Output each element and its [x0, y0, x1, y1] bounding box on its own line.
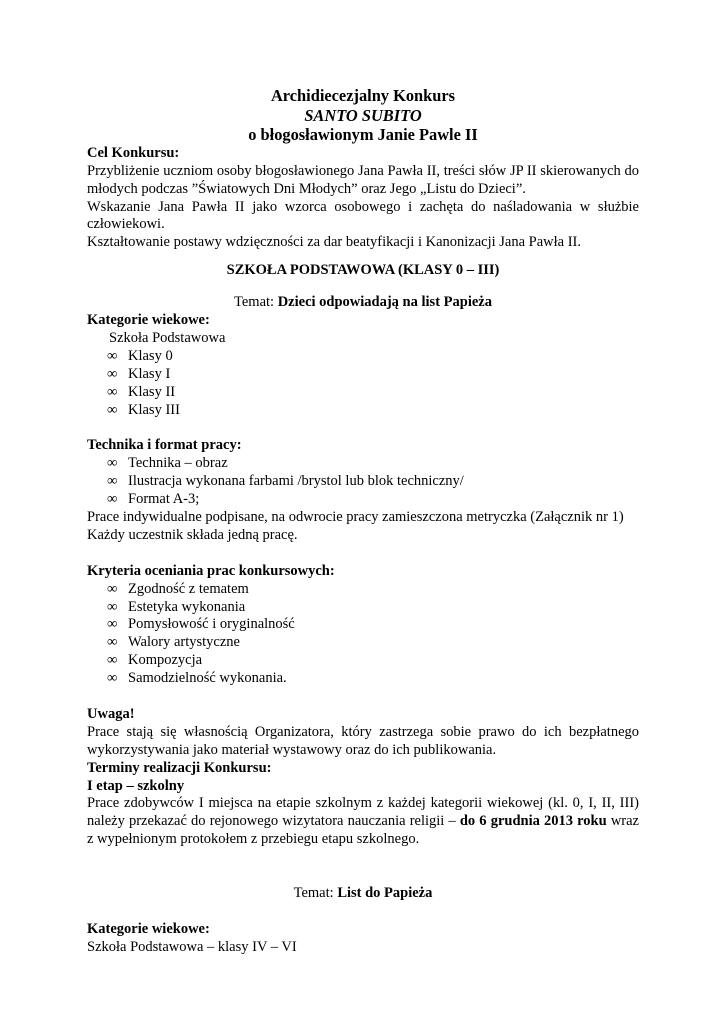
warning-heading: Uwaga!: [87, 705, 135, 722]
section1-categories-heading: Kategorie wiekowe:: [87, 312, 210, 329]
stage-text-b: wraz z wypełnionym protokołem z przebiegu etapu szkolnego.: [87, 813, 639, 848]
infinity-bullet-icon: ∞: [107, 473, 118, 490]
criteria-heading: Kryteria oceniania prac konkursowych:: [87, 562, 335, 579]
list-item-text: Zgodność z tematem: [128, 580, 249, 597]
list-item: [107, 581, 639, 599]
list-item: [107, 670, 639, 688]
section1-topic: [87, 294, 639, 312]
list-item: [107, 384, 639, 402]
list-item-text: Klasy III: [128, 401, 180, 418]
document-page: [87, 86, 639, 957]
list-item-text: Kompozycja: [128, 652, 203, 669]
stage-deadline: do 6 grudnia 2013 roku: [459, 813, 607, 830]
list-item: [107, 616, 639, 634]
goal-heading: Cel Konkursu:: [87, 144, 180, 161]
list-item: [107, 366, 639, 384]
list-item-text: Estetyka wykonania: [128, 598, 246, 615]
section2-topic: [87, 885, 639, 903]
infinity-bullet-icon: ∞: [107, 616, 118, 633]
technique-note-2: Każdy uczestnik składa jedną pracę.: [87, 526, 298, 543]
goal-paragraph-2: Wskazanie Jana Pawła II jako wzorca osobowego i zachęta do naśladowania w służbie człowiekowi.: [87, 198, 639, 233]
infinity-bullet-icon: ∞: [107, 491, 118, 508]
topic-prefix: Temat:: [234, 294, 278, 311]
criteria-list: [87, 581, 639, 688]
list-item: [107, 455, 639, 473]
infinity-bullet-icon: ∞: [107, 347, 118, 364]
infinity-bullet-icon: ∞: [107, 365, 118, 382]
doc-title-line3: o błogosławionym Janie Pawle II: [248, 125, 478, 145]
section1-school: Szkoła Podstawowa: [109, 329, 226, 346]
list-item: [107, 634, 639, 652]
list-item: [107, 599, 639, 617]
goal-paragraph-1: Przybliżenie uczniom osoby błogosławionego Jana Pawła II, treści słów JP II skierowanych do młodych podczas ”Światowych Dni Młodych” oraz Jego „Listu do Dzieci”.: [87, 162, 639, 197]
infinity-bullet-icon: ∞: [107, 580, 118, 597]
list-item-text: Klasy II: [128, 383, 176, 400]
technique-heading: Technika i format pracy:: [87, 437, 242, 454]
list-item: [107, 652, 639, 670]
topic-text: List do Papieża: [337, 884, 433, 901]
list-item-text: Pomysłowość i oryginalność: [128, 616, 295, 633]
list-item-text: Samodzielność wykonania.: [128, 670, 287, 687]
list-item: [107, 402, 639, 420]
section1-title: SZKOŁA PODSTAWOWA (KLASY 0 – III): [226, 262, 500, 279]
list-item-text: Ilustracja wykonana farbami /brystol lub blok techniczny/: [128, 473, 464, 490]
infinity-bullet-icon: ∞: [107, 634, 118, 651]
doc-title-line1: Archidiecezjalny Konkurs: [270, 86, 456, 105]
goal-paragraph-3: Kształtowanie postawy wdzięczności za dar beatyfikacji i Kanonizacji Jana Pawła II.: [87, 234, 582, 251]
warning-text: Prace stają się własnością Organizatora, który zastrzega sobie prawo do ich bezpłatnego wykorzystywania jako materiał wystawowy oraz do ich publikowania.: [87, 723, 639, 758]
topic-text: Dzieci odpowiadają na list Papieża: [277, 294, 492, 311]
stage-heading: I etap – szkolny: [87, 777, 185, 794]
stage-text-a: Prace zdobywców I miejsca na etapie szkolnym z każdej kategorii wiekowej (kl. 0, I, II, III) należy przekazać do rejonowego wizytatora nauczania religii –: [87, 795, 639, 830]
list-item-text: Walory artystyczne: [128, 634, 240, 651]
stage-text: [87, 795, 639, 849]
infinity-bullet-icon: ∞: [107, 401, 118, 418]
list-item-text: Format A-3;: [128, 491, 200, 508]
list-item: [107, 348, 639, 366]
list-item-text: Klasy 0: [128, 347, 173, 364]
list-item: [107, 491, 639, 509]
infinity-bullet-icon: ∞: [107, 670, 118, 687]
infinity-bullet-icon: ∞: [107, 383, 118, 400]
topic-prefix: Temat:: [293, 884, 338, 901]
infinity-bullet-icon: ∞: [107, 652, 118, 669]
technique-note-1: Prace indywidualne podpisane, na odwrocie pracy zamieszczona metryczka (Załącznik nr 1): [87, 508, 624, 525]
infinity-bullet-icon: ∞: [107, 598, 118, 615]
list-item: [107, 473, 639, 491]
technique-list: [87, 455, 639, 509]
infinity-bullet-icon: ∞: [107, 455, 118, 472]
list-item-text: Technika – obraz: [128, 455, 228, 472]
deadlines-heading: Terminy realizacji Konkursu:: [87, 759, 272, 776]
list-item-text: Klasy I: [128, 365, 171, 382]
class-list: [87, 348, 639, 420]
doc-title-line2: SANTO SUBITO: [304, 105, 422, 125]
section2-categories-heading: Kategorie wiekowe:: [87, 920, 210, 937]
section2-school: Szkoła Podstawowa – klasy IV – VI: [87, 938, 297, 955]
